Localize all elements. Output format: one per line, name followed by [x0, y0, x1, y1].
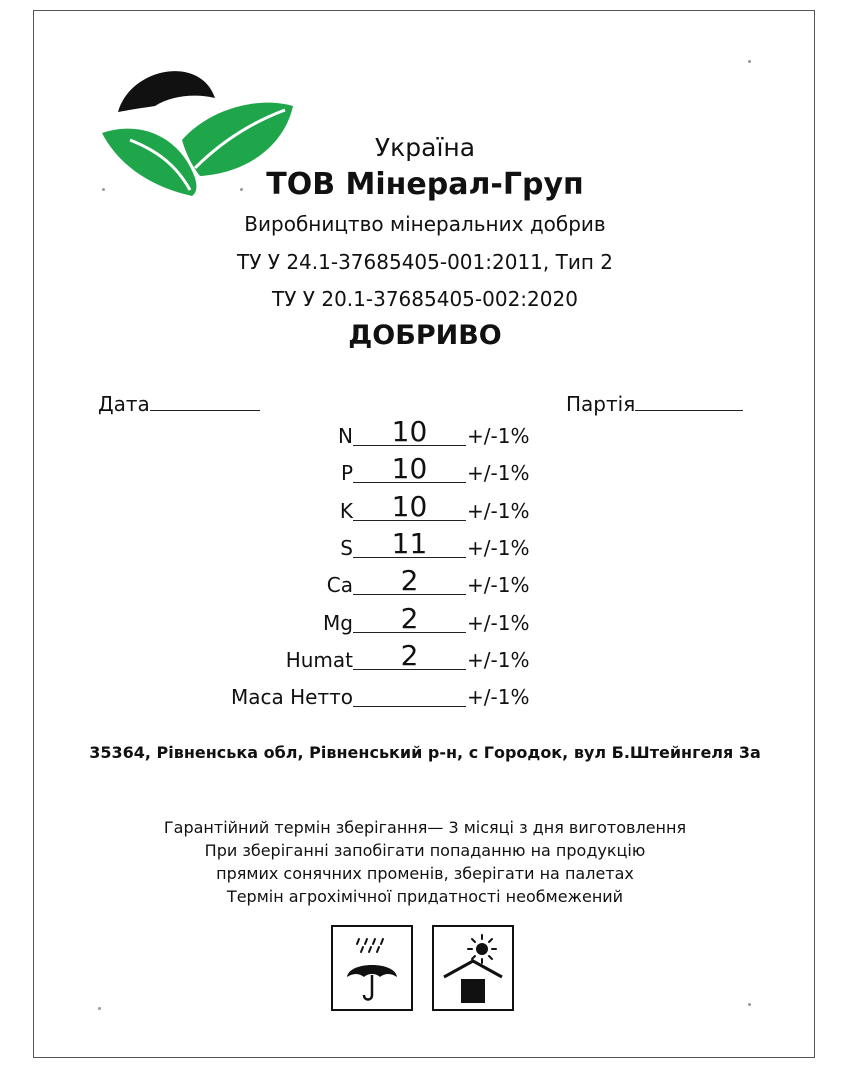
nutrient-tolerance: +/-1%: [467, 424, 530, 448]
nutrient-value-blank: [353, 706, 466, 707]
nutrient-name: Mg: [323, 610, 353, 635]
nutrient-tolerance: +/-1%: [467, 573, 530, 598]
corner-mark: [748, 60, 751, 63]
nutrient-row: [0, 638, 850, 674]
country: Україна: [374, 133, 476, 162]
batch-blank: [635, 392, 743, 411]
nutrient-row: [0, 452, 850, 487]
nutrient-value: 11: [391, 526, 428, 560]
nutrient-name: P: [340, 461, 353, 486]
storage-instructions: [0, 816, 850, 908]
nutrient-row: [0, 415, 850, 450]
nutrient-tolerance: +/-1%: [467, 461, 530, 486]
corner-mark: [98, 1007, 101, 1010]
nutrient-row: [0, 601, 850, 637]
nutrient-name: Маса Нетто: [230, 685, 353, 710]
nutrient-name: N: [338, 424, 353, 448]
standard-2: ТУ У 20.1-37685405-002:2020: [272, 287, 578, 311]
activity-description: Виробництво мінеральних добрив: [244, 212, 606, 236]
nutrient-name: Humat: [285, 647, 353, 672]
date-blank: [150, 392, 260, 411]
nutrient-tolerance: +/-1%: [467, 685, 530, 710]
keep-away-from-sunlight-icon: [432, 925, 514, 1011]
standard-1: ТУ У 24.1-37685405-001:2011, Тип 2: [237, 250, 613, 274]
nutrient-name: S: [340, 535, 353, 560]
nutrient-value: 10: [391, 452, 428, 486]
nutrient-tolerance: +/-1%: [467, 498, 530, 523]
batch-field: [566, 392, 743, 416]
nutrient-value: 2: [400, 564, 419, 598]
nutrient-row: [0, 526, 850, 562]
date-field: [98, 392, 260, 416]
company-name: ТОВ Мінерал-Груп: [266, 167, 584, 202]
nutrient-value: 10: [391, 415, 428, 448]
address: 35364, Рівненська обл, Рівненський р-н, с Городок, вул Б.Штейнгеля 3а: [89, 743, 761, 762]
nutrient-name: Ca: [326, 573, 353, 598]
storage-line: При зберіганні запобігати попаданню на продукцію: [204, 841, 646, 860]
nutrient-tolerance: +/-1%: [467, 647, 530, 672]
corner-mark: [748, 1003, 751, 1006]
nutrient-row: [0, 681, 850, 711]
nutrient-value: 2: [400, 638, 419, 672]
batch-label: Партія: [566, 392, 636, 416]
corner-mark: [102, 188, 105, 191]
nutrient-row: [0, 489, 850, 525]
nutrient-tolerance: +/-1%: [467, 535, 530, 560]
keep-dry-icon: [331, 925, 413, 1011]
storage-line: прямих сонячних променів, зберігати на палетах: [216, 864, 634, 883]
nutrient-name: K: [339, 498, 353, 523]
nutrient-value: 2: [400, 601, 419, 635]
nutrient-tolerance: +/-1%: [467, 610, 530, 635]
nutrient-value: 10: [391, 489, 428, 523]
corner-mark: [240, 188, 243, 191]
date-label: Дата: [98, 392, 150, 416]
logo-dark-sun: [118, 71, 215, 112]
storage-line: Гарантійний термін зберігання— 3 місяці з дня виготовлення: [163, 818, 687, 837]
product-title: ДОБРИВО: [348, 320, 502, 351]
nutrient-row: [0, 564, 850, 599]
storage-line: Термін агрохімічної придатності необмежений: [226, 887, 624, 906]
